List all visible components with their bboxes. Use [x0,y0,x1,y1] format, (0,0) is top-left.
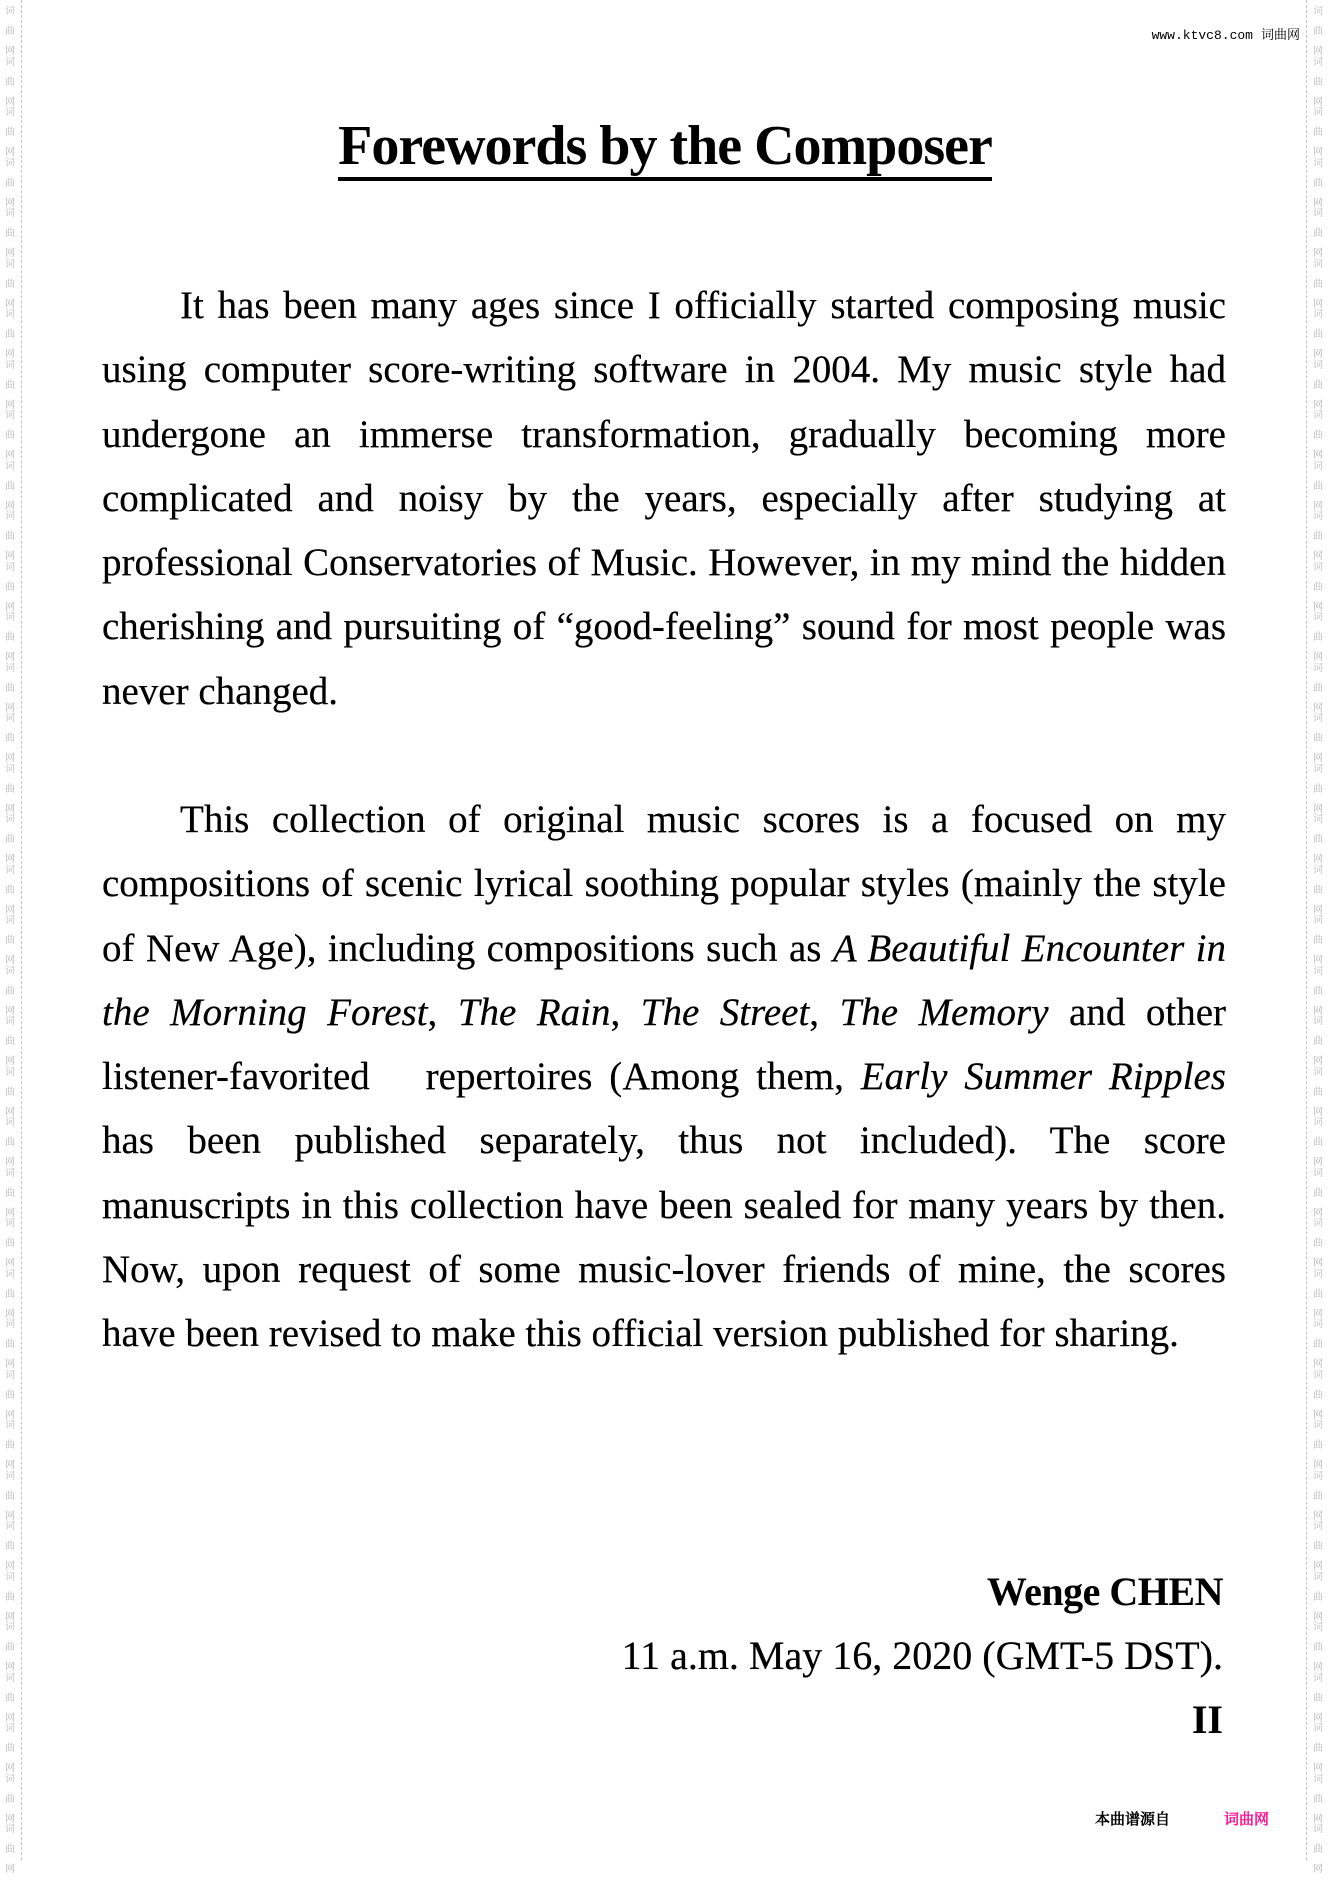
watermark-glyph: 网 [1313,702,1323,714]
watermark-glyph: 网 [5,1611,15,1623]
watermark-glyph: 网 [5,1359,15,1370]
watermark-glyph: 曲 [5,480,15,492]
watermark-glyph: 曲 [1313,1389,1323,1401]
watermark-glyph: 曲 [5,1692,15,1704]
watermark-glyph: 网 [5,399,15,411]
watermark-glyph: 曲 [1313,127,1323,138]
watermark-glyph: 网 [1313,1460,1323,1471]
watermark-glyph: 曲 [1313,884,1323,896]
watermark-glyph: 网 [5,1258,15,1269]
watermark-glyph: 网 [1313,1056,1323,1067]
watermark-glyph: 词 [5,1218,15,1229]
watermark-glyph: 词 [5,208,15,219]
watermark-glyph: 网 [5,1106,15,1118]
watermark-glyph: 网 [5,803,15,815]
watermark-glyph: 词 [1313,1571,1323,1583]
watermark-glyph: 词 [5,56,15,68]
watermark-glyph: 网 [5,601,15,613]
watermark-glyph: 曲 [1313,1187,1323,1199]
watermark-glyph: 词 [1313,208,1323,219]
paragraph-segment: , [427,990,458,1034]
watermark-glyph: 词 [5,511,15,522]
paragraph-text [102,274,1226,724]
watermark-glyph: 曲 [1313,1743,1323,1754]
watermark-glyph: 曲 [1313,935,1323,946]
watermark-glyph: 网 [5,298,15,310]
watermark-glyph: 网 [1313,1813,1323,1825]
watermark-glyph: 词 [1313,965,1323,977]
watermark-glyph: 词 [5,1319,15,1330]
watermark-glyph: 词 [5,713,15,724]
watermark-glyph: 网 [1313,652,1323,663]
right-margin-dashed-line [1306,0,1307,1860]
watermark-glyph: 词 [5,662,15,674]
watermark-glyph: 曲 [5,26,15,37]
foreword-paragraph-2 [102,788,1226,1367]
watermark-glyph: 网 [5,46,15,57]
watermark-glyph: 曲 [5,278,15,290]
watermark-glyph: 网 [1313,955,1323,966]
watermark-glyph: 词 [1313,1672,1323,1684]
watermark-glyph: 词 [5,1571,15,1583]
watermark-glyph-group [2,1820,18,1880]
watermark-glyph: 词 [5,864,15,876]
watermark-glyph: 曲 [5,1440,15,1451]
watermark-glyph: 词 [1313,612,1323,623]
watermark-glyph: 网 [5,147,15,158]
watermark-glyph: 网 [1313,753,1323,764]
watermark-glyph: 词 [1313,1167,1323,1179]
watermark-glyph: 网 [5,955,15,966]
watermark-glyph: 曲 [1313,1490,1323,1502]
watermark-glyph: 曲 [1313,1339,1323,1350]
watermark-glyph: 网 [5,551,15,562]
watermark-glyph: 词 [5,915,15,926]
watermark-glyph: 曲 [5,1591,15,1603]
watermark-glyph: 曲 [5,1137,15,1148]
watermark-glyph: 曲 [5,632,15,643]
watermark-glyph: 曲 [5,733,15,744]
watermark-glyph: 网 [5,1157,15,1168]
composition-title: The Street [640,990,810,1034]
watermark-glyph: 词 [1313,814,1323,825]
watermark-glyph: 词 [1313,359,1323,371]
page-title [0,112,1330,181]
footer-source-label: 本曲谱源自 [1095,1810,1171,1828]
watermark-glyph: 词 [1313,1773,1323,1785]
paragraph-segment: has been published separately, thus not included). The score manuscripts in this collection have been sealed for many years by then. Now, upon request of some music-lover friends of mine, the scores have been revised to make this official version published for sharing. [102,1119,1226,1356]
watermark-glyph: 词 [1313,1723,1323,1734]
footer-brand-link[interactable]: 词曲网 [1224,1810,1270,1828]
watermark-glyph: 曲 [1313,531,1323,542]
watermark-glyph: 曲 [5,581,15,593]
watermark-glyph: 网 [1313,96,1323,108]
watermark-glyph: 词 [5,460,15,472]
watermark-glyph: 网 [1313,46,1323,57]
watermark-glyph: 网 [5,1005,15,1017]
watermark-glyph: 网 [1313,1561,1323,1572]
watermark-glyph: 词 [5,1369,15,1381]
watermark-glyph: 曲 [1313,26,1323,37]
watermark-glyph: 曲 [5,76,15,88]
watermark-glyph: 曲 [5,228,15,239]
watermark-glyph: 网 [5,96,15,108]
watermark-glyph: 词 [5,1723,15,1734]
watermark-glyph: 网 [1313,197,1323,209]
watermark-glyph: 曲 [5,1086,15,1098]
watermark-glyph: 曲 [1313,1288,1323,1300]
watermark-glyph: 网 [1313,1258,1323,1269]
watermark-glyph: 网 [1313,298,1323,310]
watermark-glyph: 词 [5,157,15,169]
watermark-glyph: 曲 [1313,1137,1323,1148]
watermark-glyph: 词 [5,107,15,118]
composition-title: Early Summer Ripples [860,1055,1226,1099]
watermark-glyph: 曲 [5,1036,15,1047]
watermark-glyph: 网 [5,248,15,259]
watermark-glyph: 曲 [1313,430,1323,441]
watermark-glyph: 词 [1313,662,1323,674]
watermark-glyph: 曲 [5,1743,15,1754]
watermark-glyph: 词 [5,561,15,573]
watermark-glyph: 曲 [5,834,15,845]
watermark-glyph: 词 [1313,1521,1323,1532]
signature-date: 11 a.m. May 16, 2020 (GMT-5 DST). [621,1633,1223,1678]
watermark-glyph: 词 [5,1268,15,1280]
watermark-glyph: 曲 [5,430,15,441]
paragraph-segment: , [610,990,641,1034]
watermark-glyph: 曲 [5,1389,15,1401]
watermark-glyph: 网 [1313,1005,1323,1017]
watermark-glyph: 网 [5,753,15,764]
watermark-glyph: 词 [5,1622,15,1633]
page-title-text: Forewords by the Composer [338,115,992,181]
watermark-glyph: 词 [5,309,15,320]
watermark-glyph: 词 [5,1420,15,1431]
paragraph-segment: and other listener-favorited repertoires (Among them, [102,990,1226,1099]
watermark-glyph: 曲 [5,531,15,542]
watermark-glyph: 词 [1313,511,1323,522]
watermark-glyph: 曲 [1313,783,1323,795]
watermark-glyph: 词 [1313,864,1323,876]
watermark-glyph: 网 [1313,1712,1323,1724]
watermark-glyph: 网 [5,1207,15,1219]
watermark-glyph: 网 [5,1662,15,1673]
watermark-glyph: 曲 [5,1238,15,1249]
watermark-glyph: 曲 [5,1187,15,1199]
watermark-glyph: 曲 [1313,1036,1323,1047]
watermark-glyph: 词 [5,814,15,825]
watermark-glyph: 曲 [5,884,15,896]
watermark-glyph: 词 [5,6,15,17]
watermark-glyph: 曲 [1313,1793,1323,1805]
watermark-glyph: 曲 [5,1642,15,1653]
watermark-glyph: 曲 [1313,834,1323,845]
watermark-glyph: 词 [1313,56,1323,68]
watermark-glyph: 曲 [1313,1692,1323,1704]
watermark-glyph: 曲 [1313,581,1323,593]
watermark-glyph: 词 [1313,410,1323,421]
watermark-glyph: 词 [5,1521,15,1532]
watermark-glyph: 曲 [5,985,15,997]
watermark-glyph: 词 [1313,309,1323,320]
watermark-glyph: 词 [5,1066,15,1078]
watermark-glyph: 网 [1313,1359,1323,1370]
watermark-glyph: 曲 [5,783,15,795]
watermark-glyph: 网 [1313,1409,1323,1421]
watermark-glyph: 网 [5,1409,15,1421]
watermark-glyph: 曲 [5,1844,15,1855]
watermark-glyph: 曲 [1313,1440,1323,1451]
watermark-glyph: 词 [1313,1117,1323,1128]
watermark-glyph: 曲 [5,379,15,391]
watermark-glyph: 曲 [1313,1541,1323,1552]
watermark-glyph: 词 [1313,561,1323,573]
watermark-glyph: 网 [1313,551,1323,562]
watermark-glyph: 曲 [1313,682,1323,694]
watermark-glyph: 网 [1313,147,1323,158]
watermark-glyph: 曲 [1313,177,1323,189]
watermark-glyph: 词 [1313,713,1323,724]
watermark-glyph: 网 [5,652,15,663]
watermark-glyph: 曲 [5,127,15,138]
watermark-glyph: 词 [5,965,15,977]
watermark-glyph: 曲 [5,935,15,946]
watermark-glyph: 网 [5,1308,15,1320]
watermark-glyph: 词 [1313,157,1323,169]
watermark-glyph: 网 [1313,1157,1323,1168]
watermark-glyph: 网 [5,1712,15,1724]
watermark-glyph: 词 [1313,1319,1323,1330]
watermark-glyph: 曲 [5,329,15,340]
watermark-glyph: 网 [1313,854,1323,865]
watermark-glyph: 曲 [5,1339,15,1350]
watermark-glyph: 网 [5,1864,15,1875]
watermark-glyph: 曲 [1313,1086,1323,1098]
watermark-glyph: 曲 [1313,733,1323,744]
watermark-glyph: 网 [1313,450,1323,461]
author-name: Wenge CHEN [986,1569,1223,1614]
watermark-glyph: 网 [1313,601,1323,613]
watermark-glyph: 词 [1313,460,1323,472]
watermark-glyph: 词 [1313,258,1323,270]
watermark-glyph: 网 [1313,904,1323,916]
watermark-glyph: 网 [5,854,15,865]
site-name: 词曲网 [1260,28,1300,43]
watermark-glyph: 网 [1313,349,1323,360]
watermark-glyph: 曲 [1313,1591,1323,1603]
watermark-glyph: 词 [5,1016,15,1027]
watermark-glyph: 曲 [5,177,15,189]
watermark-glyph: 曲 [1313,985,1323,997]
paragraph-segment: , [809,990,840,1034]
watermark-glyph: 网 [1313,1611,1323,1623]
watermark-glyph: 网 [5,702,15,714]
watermark-glyph: 网 [1313,1864,1323,1875]
watermark-glyph: 曲 [1313,1642,1323,1653]
watermark-glyph: 词 [5,1824,15,1835]
watermark-glyph: 词 [5,1117,15,1128]
watermark-glyph: 词 [5,1167,15,1179]
watermark-glyph: 词 [5,359,15,371]
watermark-glyph: 曲 [1313,379,1323,391]
watermark-glyph: 曲 [1313,329,1323,340]
watermark-glyph: 网 [1313,1207,1323,1219]
watermark-glyph: 曲 [1313,1844,1323,1855]
watermark-glyph: 网 [5,349,15,360]
watermark-glyph: 网 [1313,1763,1323,1774]
watermark-glyph: 词 [1313,1066,1323,1078]
watermark-glyph: 网 [5,1763,15,1774]
right-watermark-strip [1308,0,1330,1875]
watermark-glyph: 词 [5,612,15,623]
watermark-glyph: 网 [5,1460,15,1471]
site-mark [1152,24,1300,43]
watermark-glyph: 曲 [1313,632,1323,643]
watermark-glyph: 词 [5,1773,15,1785]
page-number: II [1191,1697,1223,1742]
watermark-glyph: 网 [1313,1510,1323,1522]
watermark-glyph: 曲 [5,1490,15,1502]
site-url[interactable]: www.ktvc8.com [1151,28,1253,43]
foreword-paragraph-1 [102,274,1226,724]
watermark-glyph: 词 [1313,915,1323,926]
signature-block [622,1560,1223,1752]
watermark-glyph: 词 [1313,1016,1323,1027]
watermark-glyph: 网 [1313,248,1323,259]
watermark-glyph: 曲 [1313,480,1323,492]
watermark-glyph: 网 [5,450,15,461]
watermark-glyph: 词 [1313,1268,1323,1280]
watermark-glyph: 词 [5,1470,15,1482]
watermark-glyph: 曲 [5,1541,15,1552]
watermark-glyph: 曲 [1313,1238,1323,1249]
watermark-glyph: 网 [1313,803,1323,815]
watermark-glyph: 网 [1313,399,1323,411]
watermark-glyph: 网 [5,904,15,916]
watermark-glyph: 曲 [1313,278,1323,290]
watermark-glyph: 网 [5,1510,15,1522]
left-watermark-strip [0,0,22,1875]
watermark-glyph: 曲 [1313,228,1323,239]
watermark-glyph: 曲 [5,1288,15,1300]
composition-title: The Rain [457,990,611,1034]
watermark-glyph: 词 [1313,6,1323,17]
watermark-glyph: 网 [1313,1106,1323,1118]
watermark-glyph: 词 [1313,107,1323,118]
watermark-glyph: 网 [1313,1662,1323,1673]
watermark-glyph: 网 [1313,500,1323,512]
composition-title: A Beautiful Encounter in the Morning Forest [102,926,1226,1034]
watermark-glyph: 曲 [1313,76,1323,88]
watermark-glyph: 词 [5,410,15,421]
watermark-glyph: 网 [5,197,15,209]
watermark-glyph: 词 [1313,1369,1323,1381]
footer-source [1095,1808,1269,1829]
watermark-glyph: 词 [1313,1470,1323,1482]
paragraph-text [102,788,1226,1367]
paragraph-segment: This collection of original music scores is a focused on my compositions of scenic lyrical soothing popular styles (mainly the style of New Age), including compositions such as [102,798,1226,970]
composition-title: The Memory [839,990,1049,1034]
paragraph-segment: It has been many ages since I officially started composing music using computer score-writing software in 2004. My music style had undergone an immerse transformation, gradually becoming more complicated and noisy by the years, especially after studying at professional Conservatories of Music. However, in my mind the hidden cherishing and pursuiting of “good-feeling” sound for most people was never changed. [102,284,1226,713]
watermark-glyph: 词 [1313,763,1323,775]
watermark-glyph: 词 [5,258,15,270]
watermark-glyph: 曲 [5,682,15,694]
watermark-glyph: 曲 [5,1793,15,1805]
watermark-glyph: 网 [5,1561,15,1572]
watermark-glyph: 词 [1313,1420,1323,1431]
watermark-glyph: 网 [1313,1308,1323,1320]
watermark-glyph: 网 [5,1813,15,1825]
watermark-glyph: 词 [1313,1218,1323,1229]
watermark-glyph: 网 [5,1056,15,1067]
watermark-glyph: 词 [5,763,15,775]
watermark-glyph: 词 [1313,1622,1323,1633]
watermark-glyph: 网 [5,500,15,512]
watermark-glyph-group [1310,1820,1326,1880]
watermark-glyph: 词 [1313,1824,1323,1835]
watermark-glyph: 词 [5,1672,15,1684]
